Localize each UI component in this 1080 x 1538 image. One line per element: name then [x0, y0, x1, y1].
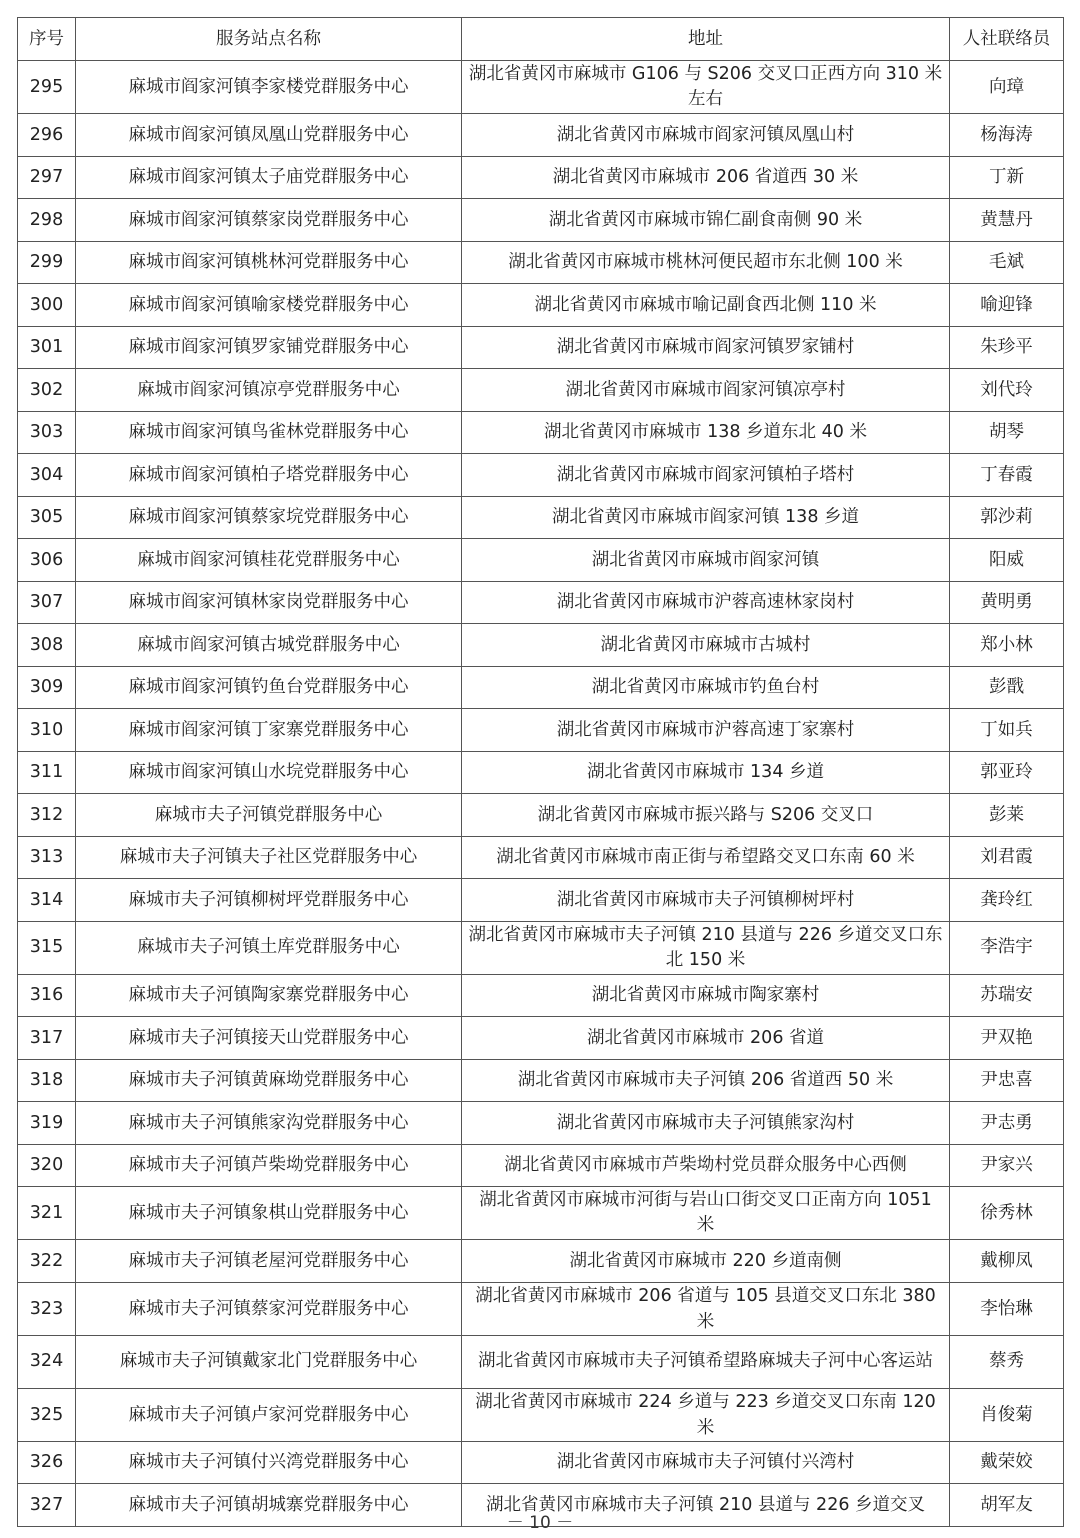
station-name-cell: 麻城市夫子河镇党群服务中心: [76, 794, 462, 837]
row-number-cell: 312: [18, 794, 76, 837]
table-row: [18, 454, 1064, 497]
table-row: [18, 709, 1064, 752]
table-body: [18, 61, 1064, 1527]
row-number-cell: 317: [18, 1017, 76, 1060]
table-row: [18, 156, 1064, 199]
table-row: [18, 974, 1064, 1017]
contact-cell: 郑小林: [950, 624, 1064, 667]
table-row: [18, 1240, 1064, 1283]
address-cell: 湖北省黄冈市麻城市阎家河镇凤凰山村: [462, 114, 950, 157]
row-number-cell: 326: [18, 1441, 76, 1484]
row-number-cell: 302: [18, 369, 76, 412]
table-row: [18, 581, 1064, 624]
row-number-cell: 295: [18, 61, 76, 114]
page-number: － 10 －: [506, 1513, 574, 1533]
table-row: [18, 794, 1064, 837]
row-number-cell: 310: [18, 709, 76, 752]
station-name-cell: 麻城市夫子河镇蔡家河党群服务中心: [76, 1282, 462, 1335]
table-row: [18, 666, 1064, 709]
address-cell: 湖北省黄冈市麻城市锦仁副食南侧 90 米: [462, 199, 950, 242]
contact-cell: 彭莱: [950, 794, 1064, 837]
contact-cell: 朱珍平: [950, 326, 1064, 369]
address-cell: 湖北省黄冈市麻城市沪蓉高速林家岗村: [462, 581, 950, 624]
station-name-cell: 麻城市夫子河镇芦柴坳党群服务中心: [76, 1144, 462, 1187]
station-name-cell: 麻城市夫子河镇戴家北门党群服务中心: [76, 1335, 462, 1388]
address-cell: 湖北省黄冈市麻城市 138 乡道东北 40 米: [462, 411, 950, 454]
row-number-cell: 316: [18, 974, 76, 1017]
address-cell: 湖北省黄冈市麻城市阎家河镇 138 乡道: [462, 496, 950, 539]
address-cell: 湖北省黄冈市麻城市 206 省道西 30 米: [462, 156, 950, 199]
contact-cell: 尹忠喜: [950, 1059, 1064, 1102]
row-number-cell: 321: [18, 1187, 76, 1240]
address-cell: 湖北省黄冈市麻城市夫子河镇希望路麻城夫子河中心客运站: [462, 1335, 950, 1388]
station-name-cell: 麻城市阎家河镇钓鱼台党群服务中心: [76, 666, 462, 709]
address-cell: 湖北省黄冈市麻城市 220 乡道南侧: [462, 1240, 950, 1283]
station-name-cell: 麻城市夫子河镇黄麻坳党群服务中心: [76, 1059, 462, 1102]
station-name-cell: 麻城市夫子河镇土库党群服务中心: [76, 921, 462, 974]
contact-cell: 向璋: [950, 61, 1064, 114]
station-name-cell: 麻城市夫子河镇老屋河党群服务中心: [76, 1240, 462, 1283]
address-cell: 湖北省黄冈市麻城市陶家寨村: [462, 974, 950, 1017]
station-name-cell: 麻城市阎家河镇柏子塔党群服务中心: [76, 454, 462, 497]
table-row: [18, 1388, 1064, 1441]
table-row: [18, 241, 1064, 284]
contact-cell: 丁新: [950, 156, 1064, 199]
table-row: [18, 369, 1064, 412]
row-number-cell: 299: [18, 241, 76, 284]
row-number-cell: 319: [18, 1102, 76, 1145]
contact-cell: 毛斌: [950, 241, 1064, 284]
contact-cell: 丁如兵: [950, 709, 1064, 752]
row-number-cell: 323: [18, 1282, 76, 1335]
row-number-cell: 296: [18, 114, 76, 157]
row-number-cell: 309: [18, 666, 76, 709]
table-row: [18, 751, 1064, 794]
row-number-cell: 298: [18, 199, 76, 242]
station-name-cell: 麻城市阎家河镇太子庙党群服务中心: [76, 156, 462, 199]
contact-cell: 徐秀林: [950, 1187, 1064, 1240]
address-cell: 湖北省黄冈市麻城市 134 乡道: [462, 751, 950, 794]
station-name-cell: 麻城市阎家河镇蔡家垸党群服务中心: [76, 496, 462, 539]
header-no: 序号: [18, 18, 76, 61]
address-cell: 湖北省黄冈市麻城市沪蓉高速丁家寨村: [462, 709, 950, 752]
station-name-cell: 麻城市阎家河镇蔡家岗党群服务中心: [76, 199, 462, 242]
address-cell: 湖北省黄冈市麻城市夫子河镇熊家沟村: [462, 1102, 950, 1145]
station-name-cell: 麻城市夫子河镇胡城寨党群服务中心: [76, 1484, 462, 1527]
contact-cell: 喻迎锋: [950, 284, 1064, 327]
contact-cell: 刘代玲: [950, 369, 1064, 412]
address-cell: 湖北省黄冈市麻城市南正街与希望路交叉口东南 60 米: [462, 836, 950, 879]
station-name-cell: 麻城市阎家河镇丁家寨党群服务中心: [76, 709, 462, 752]
row-number-cell: 297: [18, 156, 76, 199]
row-number-cell: 315: [18, 921, 76, 974]
row-number-cell: 306: [18, 539, 76, 582]
station-name-cell: 麻城市阎家河镇桃林河党群服务中心: [76, 241, 462, 284]
contact-cell: 黄慧丹: [950, 199, 1064, 242]
contact-cell: 丁春霞: [950, 454, 1064, 497]
station-name-cell: 麻城市夫子河镇付兴湾党群服务中心: [76, 1441, 462, 1484]
row-number-cell: 313: [18, 836, 76, 879]
contact-cell: 杨海涛: [950, 114, 1064, 157]
contact-cell: 龚玲红: [950, 879, 1064, 922]
address-cell: 湖北省黄冈市麻城市夫子河镇付兴湾村: [462, 1441, 950, 1484]
header-address: 地址: [462, 18, 950, 61]
row-number-cell: 325: [18, 1388, 76, 1441]
address-cell: 湖北省黄冈市麻城市河街与岩山口街交叉口正南方向 1051 米: [462, 1187, 950, 1240]
row-number-cell: 300: [18, 284, 76, 327]
row-number-cell: 308: [18, 624, 76, 667]
row-number-cell: 324: [18, 1335, 76, 1388]
station-name-cell: 麻城市阎家河镇山水垸党群服务中心: [76, 751, 462, 794]
contact-cell: 肖俊菊: [950, 1388, 1064, 1441]
contact-cell: 郭沙莉: [950, 496, 1064, 539]
station-name-cell: 麻城市阎家河镇罗家铺党群服务中心: [76, 326, 462, 369]
contact-cell: 彭戬: [950, 666, 1064, 709]
table-row: [18, 114, 1064, 157]
address-cell: 湖北省黄冈市麻城市夫子河镇 210 县道与 226 乡道交叉口东北 150 米: [462, 921, 950, 974]
row-number-cell: 320: [18, 1144, 76, 1187]
contact-cell: 尹双艳: [950, 1017, 1064, 1060]
station-name-cell: 麻城市阎家河镇林家岗党群服务中心: [76, 581, 462, 624]
table-row: [18, 879, 1064, 922]
contact-cell: 胡琴: [950, 411, 1064, 454]
table-row: [18, 539, 1064, 582]
address-cell: 湖北省黄冈市麻城市夫子河镇 206 省道西 50 米: [462, 1059, 950, 1102]
table-row: [18, 284, 1064, 327]
address-cell: 湖北省黄冈市麻城市夫子河镇 210 县道与 226 乡道交叉: [462, 1484, 950, 1527]
table-row: [18, 1017, 1064, 1060]
row-number-cell: 314: [18, 879, 76, 922]
contact-cell: 李浩宇: [950, 921, 1064, 974]
station-name-cell: 麻城市阎家河镇桂花党群服务中心: [76, 539, 462, 582]
address-cell: 湖北省黄冈市麻城市阎家河镇罗家铺村: [462, 326, 950, 369]
station-name-cell: 麻城市夫子河镇接天山党群服务中心: [76, 1017, 462, 1060]
address-cell: 湖北省黄冈市麻城市芦柴坳村党员群众服务中心西侧: [462, 1144, 950, 1187]
table-row: [18, 1441, 1064, 1484]
contact-cell: 刘君霞: [950, 836, 1064, 879]
address-cell: 湖北省黄冈市麻城市 206 省道: [462, 1017, 950, 1060]
address-cell: 湖北省黄冈市麻城市阎家河镇凉亭村: [462, 369, 950, 412]
address-cell: 湖北省黄冈市麻城市 206 省道与 105 县道交叉口东北 380 米: [462, 1282, 950, 1335]
row-number-cell: 322: [18, 1240, 76, 1283]
table-row: [18, 496, 1064, 539]
contact-cell: 李怡琳: [950, 1282, 1064, 1335]
table-row: [18, 1187, 1064, 1240]
table-row: [18, 1282, 1064, 1335]
row-number-cell: 311: [18, 751, 76, 794]
address-cell: 湖北省黄冈市麻城市 224 乡道与 223 乡道交叉口东南 120 米: [462, 1388, 950, 1441]
contact-cell: 尹家兴: [950, 1144, 1064, 1187]
station-name-cell: 麻城市阎家河镇鸟雀林党群服务中心: [76, 411, 462, 454]
row-number-cell: 305: [18, 496, 76, 539]
contact-cell: 黄明勇: [950, 581, 1064, 624]
table-header-row: [18, 18, 1064, 61]
contact-cell: 蔡秀: [950, 1335, 1064, 1388]
station-name-cell: 麻城市夫子河镇柳树坪党群服务中心: [76, 879, 462, 922]
row-number-cell: 327: [18, 1484, 76, 1527]
document-page: [17, 17, 1063, 1527]
row-number-cell: 318: [18, 1059, 76, 1102]
table-row: [18, 921, 1064, 974]
table-row: [18, 836, 1064, 879]
station-name-cell: 麻城市夫子河镇象棋山党群服务中心: [76, 1187, 462, 1240]
contact-cell: 戴荣姣: [950, 1441, 1064, 1484]
header-station-name: 服务站点名称: [76, 18, 462, 61]
station-name-cell: 麻城市阎家河镇喻家楼党群服务中心: [76, 284, 462, 327]
row-number-cell: 304: [18, 454, 76, 497]
station-name-cell: 麻城市夫子河镇熊家沟党群服务中心: [76, 1102, 462, 1145]
table-row: [18, 61, 1064, 114]
row-number-cell: 301: [18, 326, 76, 369]
address-cell: 湖北省黄冈市麻城市 G106 与 S206 交叉口正西方向 310 米左右: [462, 61, 950, 114]
table-row: [18, 1059, 1064, 1102]
contact-cell: 胡军友: [950, 1484, 1064, 1527]
station-name-cell: 麻城市夫子河镇陶家寨党群服务中心: [76, 974, 462, 1017]
station-name-cell: 麻城市夫子河镇卢家河党群服务中心: [76, 1388, 462, 1441]
contact-cell: 苏瑞安: [950, 974, 1064, 1017]
address-cell: 湖北省黄冈市麻城市夫子河镇柳树坪村: [462, 879, 950, 922]
row-number-cell: 303: [18, 411, 76, 454]
address-cell: 湖北省黄冈市麻城市喻记副食西北侧 110 米: [462, 284, 950, 327]
service-station-table: [17, 17, 1064, 1527]
address-cell: 湖北省黄冈市麻城市阎家河镇: [462, 539, 950, 582]
contact-cell: 戴柳凤: [950, 1240, 1064, 1283]
table-row: [18, 1335, 1064, 1388]
table-row: [18, 1144, 1064, 1187]
station-name-cell: 麻城市夫子河镇夫子社区党群服务中心: [76, 836, 462, 879]
address-cell: 湖北省黄冈市麻城市阎家河镇柏子塔村: [462, 454, 950, 497]
row-number-cell: 307: [18, 581, 76, 624]
table-row: [18, 326, 1064, 369]
table-row: [18, 411, 1064, 454]
table-row: [18, 1102, 1064, 1145]
table-row: [18, 199, 1064, 242]
contact-cell: 阳威: [950, 539, 1064, 582]
address-cell: 湖北省黄冈市麻城市桃林河便民超市东北侧 100 米: [462, 241, 950, 284]
address-cell: 湖北省黄冈市麻城市振兴路与 S206 交叉口: [462, 794, 950, 837]
address-cell: 湖北省黄冈市麻城市钓鱼台村: [462, 666, 950, 709]
station-name-cell: 麻城市阎家河镇凤凰山党群服务中心: [76, 114, 462, 157]
contact-cell: 尹志勇: [950, 1102, 1064, 1145]
address-cell: 湖北省黄冈市麻城市古城村: [462, 624, 950, 667]
contact-cell: 郭亚玲: [950, 751, 1064, 794]
station-name-cell: 麻城市阎家河镇古城党群服务中心: [76, 624, 462, 667]
table-row: [18, 624, 1064, 667]
header-contact: 人社联络员: [950, 18, 1064, 61]
station-name-cell: 麻城市阎家河镇李家楼党群服务中心: [76, 61, 462, 114]
station-name-cell: 麻城市阎家河镇凉亭党群服务中心: [76, 369, 462, 412]
